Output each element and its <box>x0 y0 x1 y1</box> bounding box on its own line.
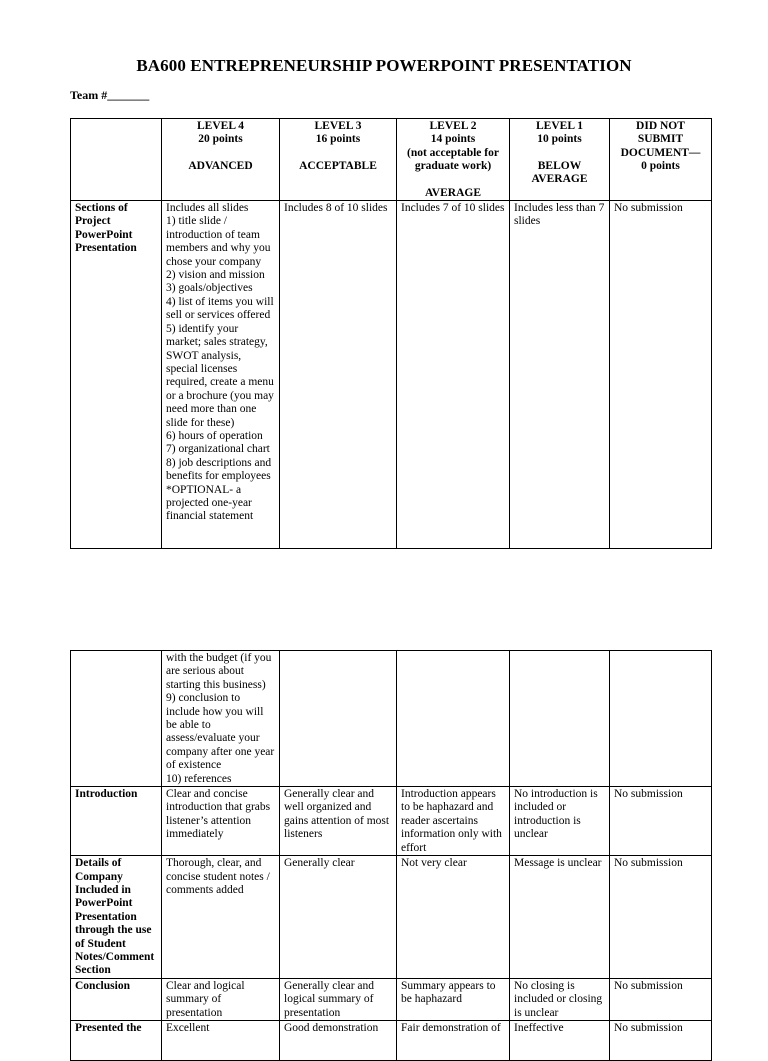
rubric-cell-text: 3) goals/objectives <box>166 282 253 295</box>
level-header-line: LEVEL 4 <box>197 120 244 132</box>
rubric-cell <box>610 201 712 549</box>
rubric-row <box>71 201 712 549</box>
rubric-cell-text: 6) hours of operation <box>166 429 263 442</box>
rubric-cell <box>397 201 510 549</box>
rubric-cell-text: No submission <box>614 202 683 215</box>
rubric-cell-text: Excellent <box>166 1021 210 1034</box>
rubric-cell-text: No submission <box>614 979 683 992</box>
rubric-cell <box>162 978 280 1020</box>
rubric-cell <box>280 978 397 1020</box>
level-rating-label: ADVANCED <box>188 159 253 172</box>
rubric-row <box>71 978 712 1020</box>
level-header <box>510 119 610 201</box>
rubric-cell-text: Clear and logical summary of presentation <box>166 979 245 1019</box>
rubric-cell <box>397 856 510 979</box>
rubric-cell <box>610 1020 712 1060</box>
rubric-cell-text: Includes all slides <box>166 202 249 215</box>
criterion-cell: Conclusion <box>71 978 162 1020</box>
rubric-row <box>71 651 712 787</box>
rubric-cell-text: 9) conclusion to include how you will be able to assess/evaluate your company after one year of existence <box>166 692 275 772</box>
level-rating-label: AVERAGE <box>424 186 482 199</box>
level-header-line: 14 points <box>430 133 476 146</box>
rubric-cell-text: Generally clear and logical summary of presentation <box>284 979 375 1019</box>
rubric-cell <box>162 856 280 979</box>
rubric-cell <box>162 201 280 549</box>
rubric-cell <box>510 651 610 787</box>
level-header-line: 20 points <box>198 133 243 146</box>
rubric-cell <box>397 1020 510 1060</box>
level-header-line: 0 points <box>641 160 680 173</box>
rubric-cell-text: 2) vision and mission <box>166 269 265 282</box>
criterion-cell: Introduction <box>71 787 162 856</box>
rubric-cell-text: No submission <box>614 788 683 801</box>
rubric-cell-text: Includes 7 of 10 slides <box>401 202 505 215</box>
rubric-cell <box>510 856 610 979</box>
rubric-cell <box>510 978 610 1020</box>
rubric-cell-text: Includes 8 of 10 slides <box>284 202 388 215</box>
criterion-cell: Details of Company Included in PowerPoint Presentation through the use of Student Notes/Comment Section <box>71 856 162 979</box>
level-header-line: LEVEL 1 <box>536 120 583 132</box>
rubric-cell <box>280 856 397 979</box>
rubric-cell <box>162 787 280 856</box>
criterion-cell: Presented the <box>71 1020 162 1060</box>
rubric-cell <box>397 651 510 787</box>
rubric-cell-text: No submission <box>614 857 683 870</box>
rubric-cell <box>510 1020 610 1060</box>
rubric-cell <box>610 978 712 1020</box>
rubric-cell-text: Fair demonstration of <box>401 1021 501 1034</box>
rubric-cell-text: with the budget (if you are serious about starting this business) <box>166 652 272 691</box>
rubric-cell-text: *OPTIONAL- a projected one-year financial statement <box>166 483 254 523</box>
header-blank-cell <box>71 119 162 201</box>
rubric-cell <box>510 787 610 856</box>
rubric-row <box>71 1020 712 1060</box>
rubric-cell <box>610 856 712 979</box>
rubric-cell-text: 8) job descriptions and benefits for employees <box>166 456 272 483</box>
level-header <box>162 119 280 201</box>
rubric-cell <box>280 201 397 549</box>
rubric-cell <box>397 978 510 1020</box>
header-row <box>71 119 712 201</box>
rubric-cell-text: Thorough, clear, and concise student notes / comments added <box>166 857 270 896</box>
rubric-cell-text: Introduction appears to be haphazard and reader ascertains information only with effort <box>401 788 502 854</box>
criterion-cell: Sections of Project PowerPoint Presentation <box>71 201 162 549</box>
rubric-cell-text: No introduction is included or introduction is unclear <box>514 788 598 841</box>
level-header-line: LEVEL 3 <box>314 120 362 132</box>
rubric-cell-text: No submission <box>614 1021 683 1034</box>
rubric-cell <box>510 201 610 549</box>
rubric-row <box>71 787 712 856</box>
level-header <box>397 119 510 201</box>
rubric-cell-text: Clear and concise introduction that grabs listener’s attention immediately <box>166 788 271 841</box>
level-rating-label: BELOW AVERAGE <box>531 159 588 186</box>
level-header-line: DID NOT SUBMIT DOCUMENT— <box>620 120 701 159</box>
rubric-cell-text: No closing is included or closing is unclear <box>514 979 603 1019</box>
level-header <box>610 119 712 201</box>
level-header-line: 16 points <box>315 133 361 146</box>
rubric-cell-text: 7) organizational chart <box>166 443 270 456</box>
rubric-cell <box>610 787 712 856</box>
level-header <box>280 119 397 201</box>
rubric-table-page-section-2 <box>70 650 712 1061</box>
rubric-cell-text: Generally clear <box>284 857 355 870</box>
team-number-label: Team #_______ <box>70 88 150 102</box>
rubric-cell-text: Not very clear <box>401 857 467 870</box>
rubric-row <box>71 856 712 979</box>
rubric-cell <box>162 1020 280 1060</box>
rubric-cell-text: Good demonstration <box>284 1021 379 1034</box>
level-header-line: 10 points <box>537 133 582 146</box>
rubric-cell-text: 1) title slide / introduction of team members and why you chose your company <box>166 215 271 268</box>
rubric-cell-text: 4) list of items you will sell or services offered <box>166 295 274 322</box>
rubric-cell <box>397 787 510 856</box>
document-title: BA600 ENTREPRENEURSHIP POWERPOINT PRESENTATION <box>136 56 632 75</box>
rubric-cell-text: Generally clear and well organized and gains attention of most listeners <box>284 788 390 841</box>
rubric-cell-text: 10) references <box>166 772 232 785</box>
criterion-cell <box>71 651 162 787</box>
rubric-cell-text: Ineffective <box>514 1021 564 1034</box>
level-header-line: (not acceptable for graduate work) <box>407 146 499 173</box>
level-rating-label: ACCEPTABLE <box>299 159 377 172</box>
rubric-table-page-section-1 <box>70 118 712 549</box>
rubric-cell <box>280 651 397 787</box>
rubric-cell <box>280 1020 397 1060</box>
rubric-cell-text: Summary appears to be haphazard <box>401 979 496 1006</box>
rubric-cell-text: 5) identify your market; sales strategy, SWOT analysis, special licenses required, create a menu or a brochure (you may need more than one slide for these) <box>166 322 274 429</box>
level-header-line: LEVEL 2 <box>429 120 477 132</box>
rubric-cell-text: Includes less than 7 slides <box>514 202 605 228</box>
rubric-cell <box>162 651 280 787</box>
rubric-cell-text: Message is unclear <box>514 857 602 870</box>
rubric-cell <box>280 787 397 856</box>
rubric-cell <box>610 651 712 787</box>
